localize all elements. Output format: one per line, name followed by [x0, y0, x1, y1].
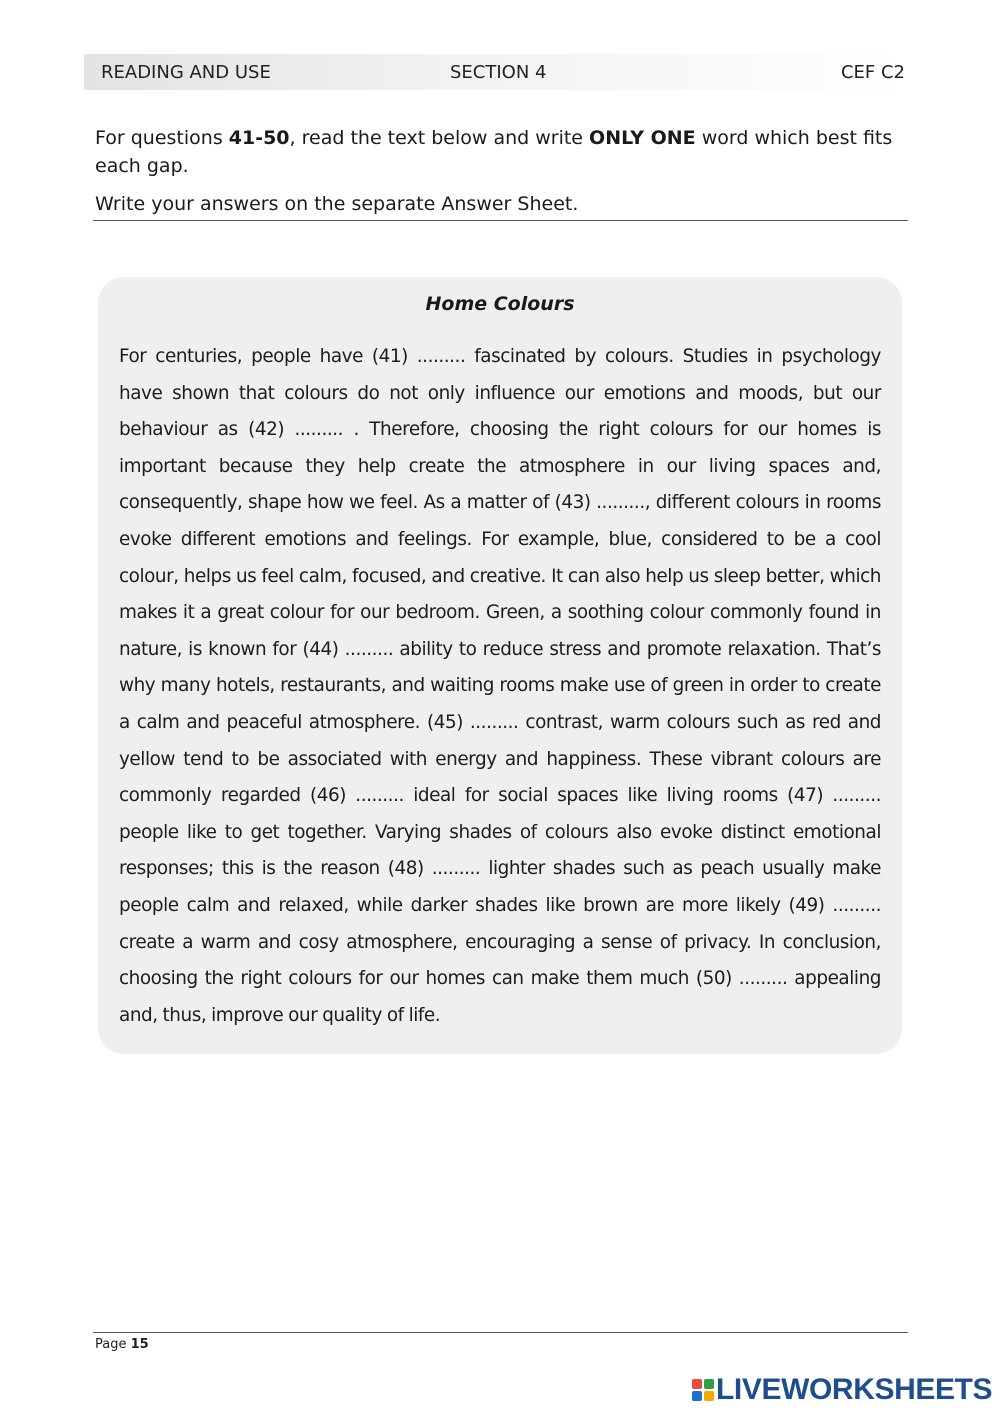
- logo-tile: [692, 1391, 702, 1401]
- instruction-emphasis: ONLY ONE: [589, 127, 696, 149]
- instruction-text: For questions: [95, 127, 229, 149]
- instructions: [95, 124, 905, 218]
- footer-divider: [93, 1332, 908, 1333]
- instruction-text: , read the text below and write: [289, 127, 590, 149]
- page-number: [95, 1337, 149, 1352]
- header-left-label: READING AND USE: [101, 62, 271, 83]
- liveworksheets-brand: [692, 1374, 992, 1406]
- instruction-text: word which best fits each gap.: [95, 127, 893, 177]
- header-section-label: SECTION 4: [450, 62, 547, 83]
- page-label: Page: [95, 1337, 131, 1352]
- header-level-label: CEF C2: [840, 62, 905, 83]
- instructions-divider: [93, 220, 908, 221]
- instruction-line-1: [95, 124, 905, 180]
- liveworksheets-logo-icon: [692, 1379, 714, 1401]
- logo-tile: [692, 1379, 702, 1389]
- page-number-value: 15: [130, 1337, 149, 1352]
- logo-tile: [704, 1391, 714, 1401]
- page-header: [84, 54, 908, 90]
- logo-tile: [704, 1379, 714, 1389]
- passage-title: Home Colours: [425, 293, 575, 315]
- instruction-line-2: Write your answers on the separate Answer Sheet.: [95, 193, 579, 215]
- brand-name: LIVEWORKSHEETS: [716, 1373, 993, 1406]
- passage-text: For centuries, people have (41) ......... fascinated by colours. Studies in psychology have shown that colours do not only influence our emotions and moods, but our behaviour as (42) ......... . Therefore, choosing the right colours for our homes is important because they help create the atmosphere in our living spaces and, consequently, shape how we feel. As a matter of (43) ........., different colours in rooms evoke different emotions and feelings. For example, blue, considered to be a cool colour, helps us feel calm, focused, and creative. It can also help us sleep better, which makes it a great colour for our bedroom. Green, a soothing colour commonly found in nature, is known for (44) ......... ability to reduce stress and promote relaxation. That’s why many hotels, restaurants, and waiting rooms make use of green in order to create a calm and peaceful atmosphere. (45) ......... contrast, warm colours such as red and yellow tend to be associated with energy and happiness. These vibrant colours are commonly regarded (46) ......... ideal for social spaces like living rooms (47) ......... people like to get together. Varying shades of colours also evoke distinct emotional responses; this is the reason (48) ......... lighter shades such as peach usually make people calm and relaxed, while darker shades like brown are more likely (49) ......... create a warm and cosy atmosphere, encouraging a sense of privacy. In conclusion, choosing the right colours for our homes can make them much (50) ......... appealing and, thus, improve our quality of life.: [119, 346, 881, 1026]
- passage-box: [98, 277, 902, 1054]
- question-range: 41-50: [228, 127, 290, 149]
